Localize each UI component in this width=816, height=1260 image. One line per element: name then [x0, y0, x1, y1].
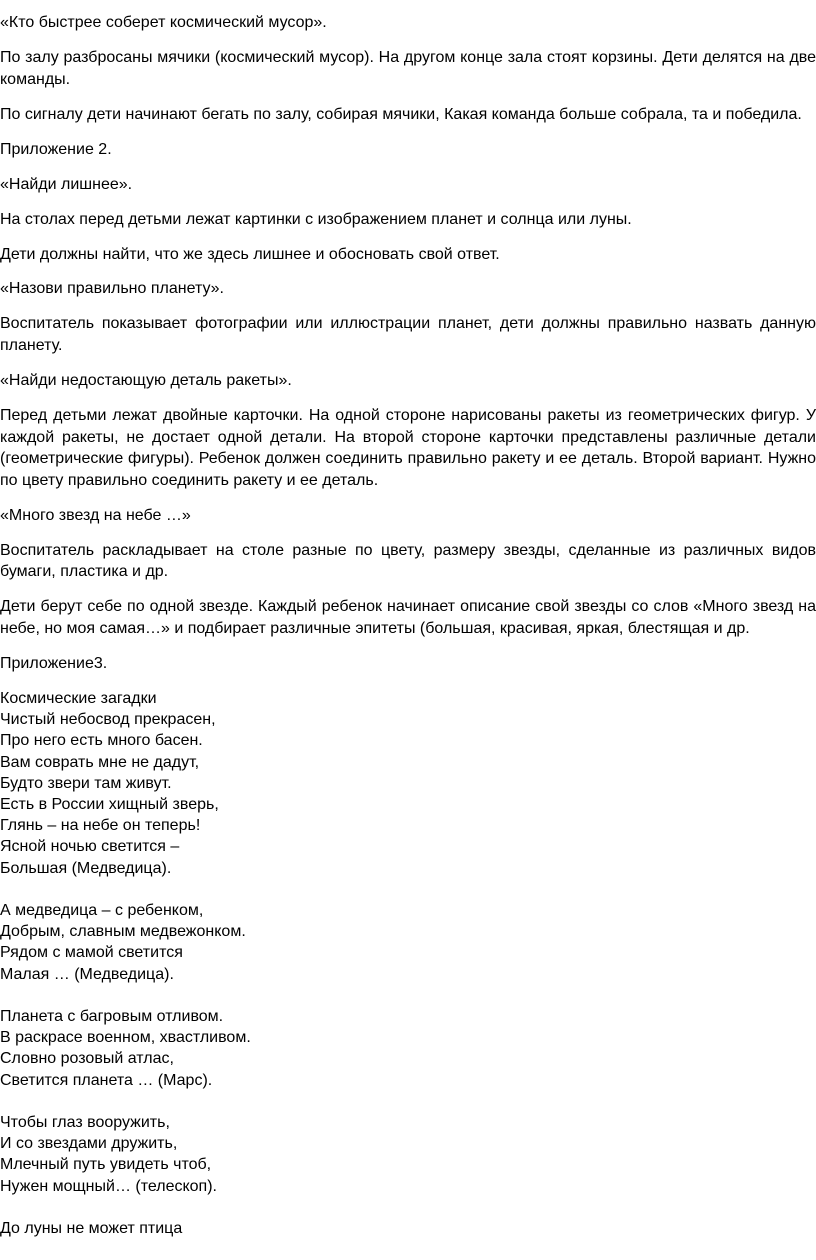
poem-line: А медведица – с ребенком, [0, 901, 204, 919]
paragraph-game-title: «Назови правильно планету». [0, 280, 224, 298]
poem-line: Добрым, славным медвежонком. [0, 923, 246, 941]
paragraph-game-title: «Найди лишнее». [0, 175, 133, 193]
poem-stanza [0, 1218, 816, 1239]
paragraph: Перед детьми лежат двойные карточки. На одной стороне нарисованы ракеты из геометрических фигур. У каждой ракеты, не достает одной детали. На второй стороне карточки представлены различные детали (геометрические фигуры). Ребенок должен соединить правильно ракету и ее деталь. Второй вариант. Нужно по цвету правильно соединить ракету и ее деталь. [0, 407, 816, 489]
poem-line: Про него есть много басен. [0, 732, 203, 750]
poem-line: Глянь – на небе он теперь! [0, 817, 201, 835]
paragraph: Воспитатель раскладывает на столе разные по цвету, размеру звезды, сделанные из различных видов бумаги, пластика и др. [0, 541, 816, 581]
poem-line: Словно розовый атлас, [0, 1050, 174, 1068]
appendix-heading: Приложение 2. [0, 140, 112, 158]
poem-stanza [0, 709, 816, 879]
poem-line: До луны не может птица [0, 1219, 183, 1237]
paragraph: По сигналу дети начинают бегать по залу, собирая мячики, Какая команда больше собрала, та и победила. [0, 105, 802, 123]
poem-line: Светится планета … (Марс). [0, 1071, 213, 1089]
paragraph-game-title-space-debris: «Кто быстрее соберет космический мусор». [0, 14, 327, 31]
poem-stanza [0, 1006, 816, 1091]
paragraph: По залу разбросаны мячики (космический мусор). На другом конце зала стоят корзины. Дети делятся на две команды. [0, 48, 816, 88]
poem-line: Нужен мощный… (телескоп). [0, 1177, 217, 1195]
poem-line: И со звездами дружить, [0, 1135, 178, 1153]
poem-line: Ясной ночью светится – [0, 838, 180, 856]
poem-line: Большая (Медведица). [0, 859, 172, 877]
poem-title: Космические загадки [0, 689, 157, 707]
paragraph: Воспитатель показывает фотографии или иллюстрации планет, дети должны правильно назвать данную планету. [0, 315, 816, 355]
paragraph: Дети должны найти, что же здесь лишнее и обосновать свой ответ. [0, 245, 500, 263]
poem-stanza [0, 1112, 816, 1197]
poem-line: Вам соврать мне не дадут, [0, 753, 200, 771]
poem-line: Есть в России хищный зверь, [0, 795, 219, 813]
poem-line: Рядом с мамой светится [0, 944, 183, 962]
poem-stanza [0, 900, 816, 985]
poem-line: В раскрасе военном, хвастливом. [0, 1029, 251, 1047]
poem-riddles [0, 688, 816, 1239]
poem-line: Чтобы глаз вооружить, [0, 1113, 170, 1131]
poem-line: Млечный путь увидеть чтоб, [0, 1156, 212, 1174]
paragraph-game-title: «Много звезд на небе …» [0, 506, 191, 524]
poem-line: Планета с багровым отливом. [0, 1007, 224, 1025]
paragraph-game-title: «Найди недостающую деталь ракеты». [0, 372, 292, 390]
poem-line: Чистый небосвод прекрасен, [0, 711, 216, 729]
appendix-heading: Приложение3. [0, 654, 108, 672]
paragraph: На столах перед детьми лежат картинки с изображением планет и солнца или луны. [0, 210, 632, 228]
paragraph: Дети берут себе по одной звезде. Каждый ребенок начинает описание свой звезды со слов «Много звезд на небе, но моя самая…» и подбирает различные эпитеты (большая, красивая, яркая, блестящая и др. [0, 598, 816, 637]
poem-line: Будто звери там живут. [0, 774, 172, 792]
document-page [0, 12, 816, 1260]
poem-line: Малая … (Медведица). [0, 965, 174, 983]
